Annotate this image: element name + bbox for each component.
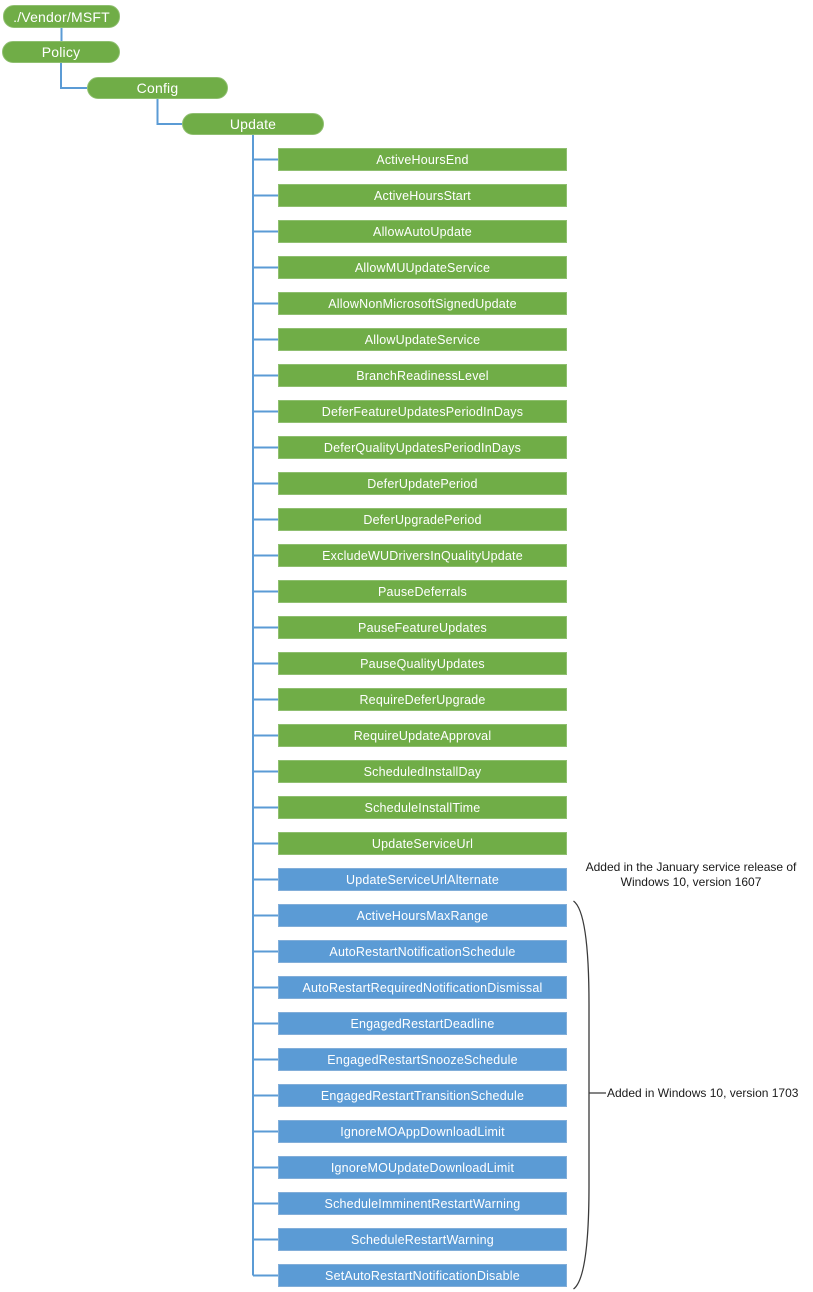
tree-node-deferupdateperiod: DeferUpdatePeriod [278,472,567,495]
tree-node-activehoursend: ActiveHoursEnd [278,148,567,171]
tree-node-requiredeferupgrade: RequireDeferUpgrade [278,688,567,711]
annotation-line: Windows 10, version 1607 [620,875,762,889]
tree-node-config: Config [87,77,228,99]
tree-node-autorestartrequirednotificationdismissal: AutoRestartRequiredNotificationDismissal [278,976,567,999]
tree-node-ignoremoupdatedownloadlimit: IgnoreMOUpdateDownloadLimit [278,1156,567,1179]
tree-node-ignoremoappdownloadlimit: IgnoreMOAppDownloadLimit [278,1120,567,1143]
tree-node--vendor-msft: ./Vendor/MSFT [3,5,120,28]
tree-node-allowmuupdateservice: AllowMUUpdateService [278,256,567,279]
tree-node-engagedrestarttransitionschedule: EngagedRestartTransitionSchedule [278,1084,567,1107]
tree-node-allownonmicrosoftsignedupdate: AllowNonMicrosoftSignedUpdate [278,292,567,315]
tree-node-update: Update [182,113,324,135]
tree-node-activehoursstart: ActiveHoursStart [278,184,567,207]
tree-node-deferqualityupdatesperiodindays: DeferQualityUpdatesPeriodInDays [278,436,567,459]
tree-node-engagedrestartsnoozeschedule: EngagedRestartSnoozeSchedule [278,1048,567,1071]
group-brace [574,901,590,1289]
annotation-line: Added in the January service release of [585,860,797,874]
tree-node-updateserviceurlalternate: UpdateServiceUrlAlternate [278,868,567,891]
tree-node-scheduledinstallday: ScheduledInstallDay [278,760,567,783]
tree-node-excludewudriversinqualityupdate: ExcludeWUDriversInQualityUpdate [278,544,567,567]
tree-node-branchreadinesslevel: BranchReadinessLevel [278,364,567,387]
tree-node-policy: Policy [2,41,120,63]
tree-node-autorestartnotificationschedule: AutoRestartNotificationSchedule [278,940,567,963]
tree-node-scheduleimminentrestartwarning: ScheduleImminentRestartWarning [278,1192,567,1215]
annotation-version-1703: Added in Windows 10, version 1703 [607,1086,799,1100]
tree-node-updateserviceurl: UpdateServiceUrl [278,832,567,855]
annotation-version-1607 [575,860,807,890]
tree-node-scheduleinstalltime: ScheduleInstallTime [278,796,567,819]
tree-node-schedulerestartwarning: ScheduleRestartWarning [278,1228,567,1251]
tree-node-setautorestartnotificationdisable: SetAutoRestartNotificationDisable [278,1264,567,1287]
tree-node-pausedeferrals: PauseDeferrals [278,580,567,603]
tree-node-deferfeatureupdatesperiodindays: DeferFeatureUpdatesPeriodInDays [278,400,567,423]
tree-node-requireupdateapproval: RequireUpdateApproval [278,724,567,747]
tree-node-pausequalityupdates: PauseQualityUpdates [278,652,567,675]
tree-node-pausefeatureupdates: PauseFeatureUpdates [278,616,567,639]
tree-node-activehoursmaxrange: ActiveHoursMaxRange [278,904,567,927]
tree-node-allowautoupdate: AllowAutoUpdate [278,220,567,243]
tree-node-engagedrestartdeadline: EngagedRestartDeadline [278,1012,567,1035]
tree-node-deferupgradeperiod: DeferUpgradePeriod [278,508,567,531]
tree-node-allowupdateservice: AllowUpdateService [278,328,567,351]
